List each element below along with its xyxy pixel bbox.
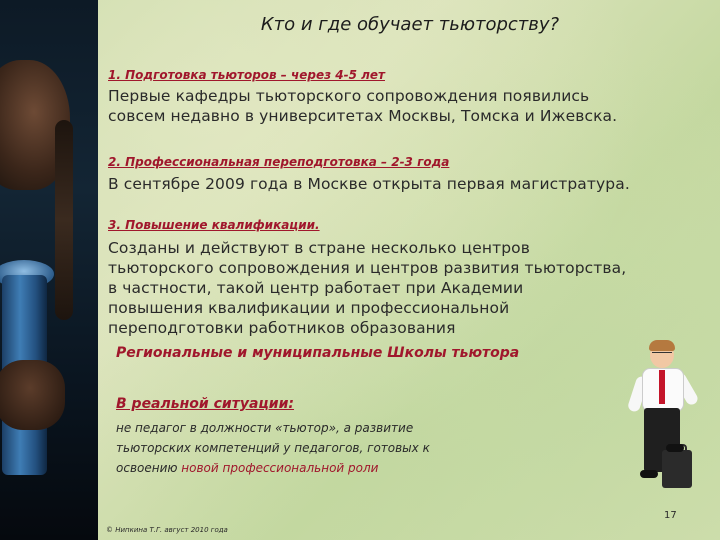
real-situation-line: тьюторских компетенций у педагогов, готовых к bbox=[116, 441, 430, 455]
section-1-line: Первые кафедры тьюторского сопровождения появились bbox=[108, 87, 590, 105]
boy-shoe bbox=[666, 444, 684, 452]
girl-hand bbox=[0, 360, 65, 430]
briefcase bbox=[662, 450, 692, 488]
section-2-heading: 2. Профессиональная переподготовка – 2-3 года bbox=[108, 155, 450, 169]
boy-tie bbox=[659, 370, 665, 404]
section-3-line: тьюторского сопровождения и центров развития тьюторства, bbox=[108, 259, 627, 277]
section-1-text bbox=[108, 86, 708, 126]
section-1-heading: 1. Подготовка тьюторов – через 4-5 лет bbox=[108, 68, 385, 82]
section-1-line: совсем недавно в университетах Москвы, Томска и Ижевска. bbox=[108, 107, 618, 125]
boy-glasses bbox=[652, 352, 672, 358]
section-3-text bbox=[108, 238, 708, 338]
girl-with-flashlight-photo bbox=[0, 0, 98, 540]
real-situation-line bbox=[116, 458, 536, 478]
boy-with-briefcase-clipart bbox=[624, 342, 704, 492]
new-role-highlight: новой профессиональной роли bbox=[181, 461, 379, 475]
section-3-line: переподготовки работников образования bbox=[108, 319, 456, 337]
section-3-line: повышения квалификации и профессиональной bbox=[108, 299, 510, 317]
section-3-heading: 3. Повышение квалификации. bbox=[108, 218, 320, 232]
real-situation-line: не педагог в должности «тьютор», а развитие bbox=[116, 421, 414, 435]
copyright-note: © Нипкина Т.Г. август 2010 года bbox=[106, 526, 228, 534]
section-3-line: в частности, такой центр работает при Академии bbox=[108, 279, 524, 297]
real-situation-text bbox=[116, 418, 536, 478]
boy-shoe bbox=[640, 470, 658, 478]
boy-hair bbox=[649, 340, 675, 351]
schools-line: Региональные и муниципальные Школы тьютора bbox=[116, 345, 520, 361]
slide-title: Кто и где обучает тьюторству? bbox=[260, 14, 560, 35]
section-2-text bbox=[108, 174, 708, 194]
section-3-line: Созданы и действуют в стране несколько центров bbox=[108, 239, 530, 257]
page-number: 17 bbox=[664, 510, 677, 521]
girl-braid bbox=[55, 120, 73, 320]
real-situation-heading: В реальной ситуации: bbox=[116, 396, 294, 412]
section-2-line: В сентябре 2009 года в Москве открыта первая магистратура. bbox=[108, 175, 630, 193]
real-situation-line-prefix: освоению bbox=[116, 461, 182, 475]
